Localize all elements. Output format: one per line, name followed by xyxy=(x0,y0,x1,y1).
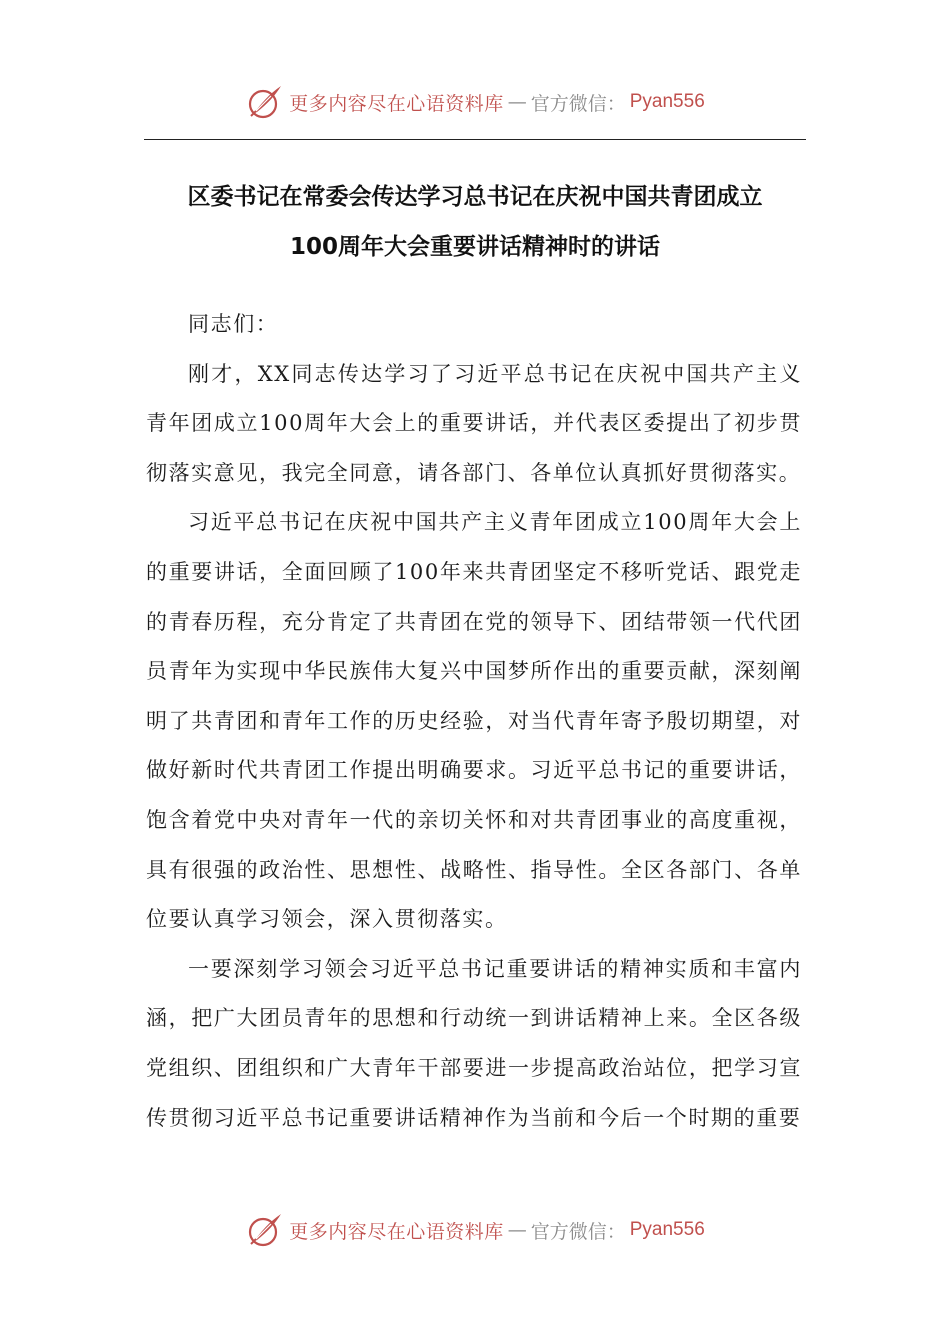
title-line-2: 100周年大会重要讲话精神时的讲话 xyxy=(289,234,660,260)
body-paragraph-1: 刚才，XX同志传达学习了习近平总书记在庆祝中国共产主义青年团成立100周年大会上的重要讲话，并代表区委提出了初步贯彻落实意见，我完全同意，请各部门、各单位认真抓好贯彻落实。 xyxy=(146,361,802,485)
document-body xyxy=(146,300,802,1143)
body-paragraph-3: 一要深刻学习领会习近平总书记重要讲话的精神实质和丰富内涵，把广大团员青年的思想和行动统一到讲话精神上来。全区各级党组织、团组织和广大青年干部要进一步提高政治站位，把学习宣传贯彻习近平总书记重要讲话精神作为当前和今后一个时期的重要 xyxy=(146,956,802,1130)
header-banner xyxy=(0,80,950,124)
banner-main-text: 更多内容尽在心语资料库 xyxy=(289,1220,504,1243)
body-paragraph-2: 习近平总书记在庆祝中国共产主义青年团成立100周年大会上的重要讲话，全面回顾了100年来共青团坚定不移听党话、跟党走的青春历程，充分肯定了共青团在党的领导下、团结带领一代代团员青年为实现中华民族伟大复兴中国梦所作出的重要贡献，深刻阐明了共青团和青年工作的历史经验，对当代青年寄予殷切期望，对做好新时代共青团工作提出明确要求。习近平总书记的重要讲话，饱含着党中央对青年一代的亲切关怀和对共青团事业的高度重视，具有很强的政治性、思想性、战略性、指导性。全区各部门、各单位要认真学习领会，深入贯彻落实。 xyxy=(146,510,802,932)
header-divider xyxy=(144,139,806,140)
salutation: 同志们： xyxy=(188,312,279,336)
banner-dash: — xyxy=(507,91,527,113)
banner-dash: — xyxy=(507,1219,527,1241)
footer-banner-content xyxy=(245,1210,705,1250)
footer-banner xyxy=(0,1208,950,1252)
quill-pen-circle-icon xyxy=(245,82,285,122)
document-title xyxy=(140,172,810,272)
banner-wechat-label: 官方微信： xyxy=(530,1220,626,1243)
header-banner-content xyxy=(245,82,705,122)
banner-main-text: 更多内容尽在心语资料库 xyxy=(289,92,504,115)
quill-pen-circle-icon xyxy=(245,1210,285,1250)
banner-wechat-id: Pyan556 xyxy=(629,91,705,112)
title-line-1: 区委书记在常委会传达学习总书记在庆祝中国共青团成立 xyxy=(187,184,763,210)
banner-wechat-id: Pyan556 xyxy=(629,1219,705,1240)
banner-wechat-label: 官方微信： xyxy=(530,92,626,115)
